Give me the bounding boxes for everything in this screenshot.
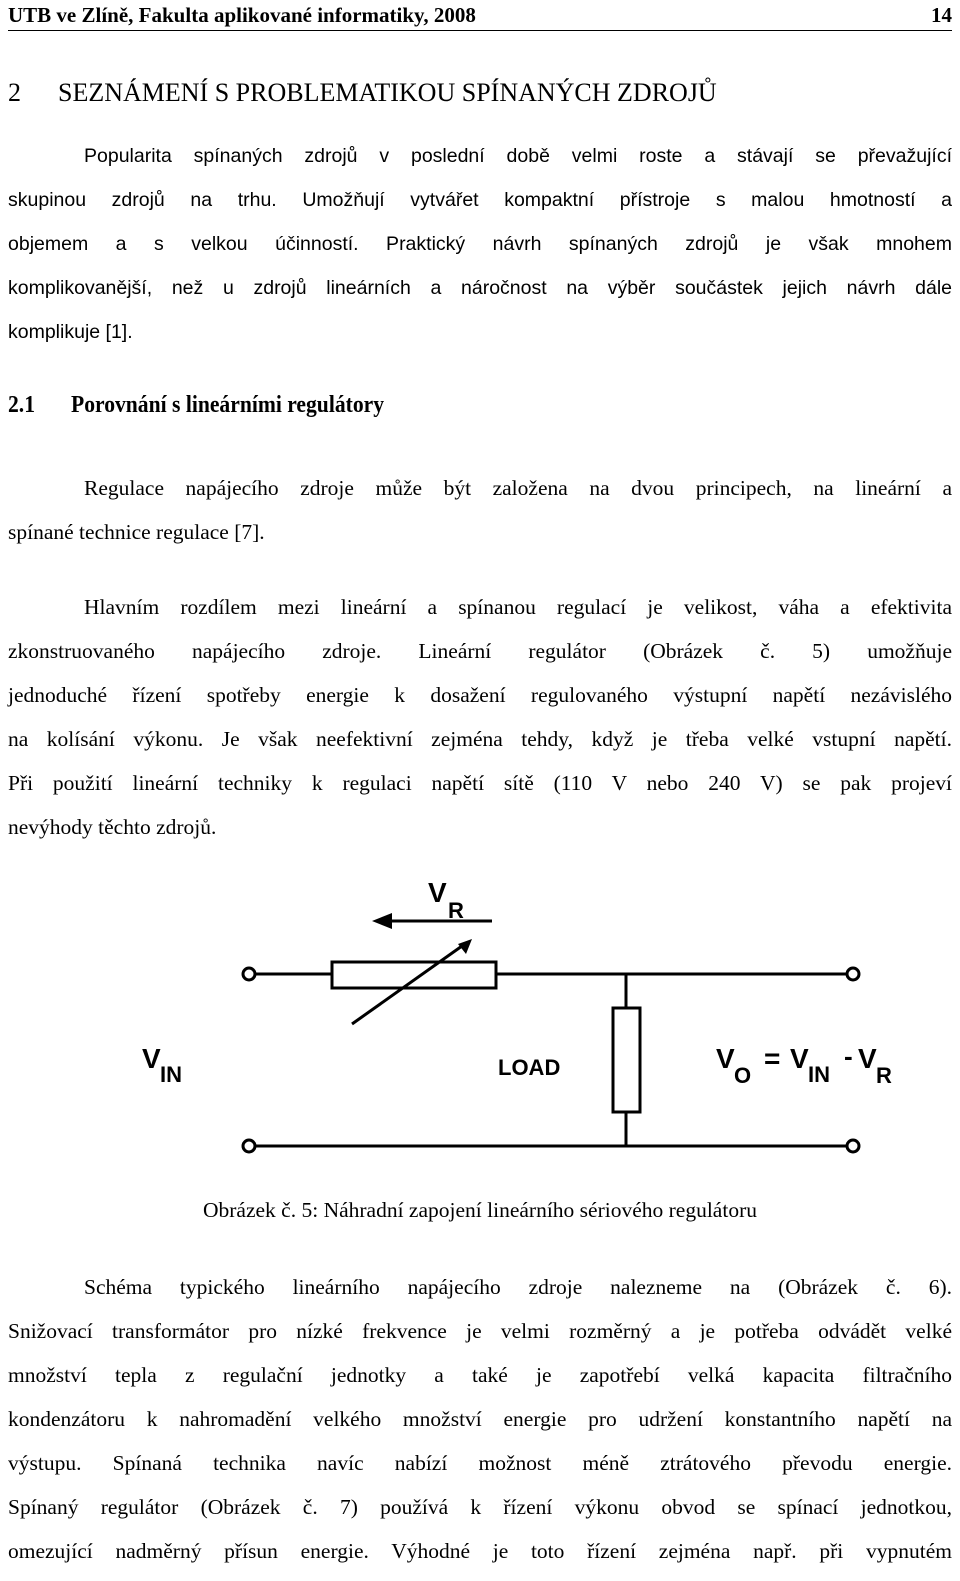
vr-label-sub: R (448, 898, 464, 923)
section-heading (8, 392, 384, 419)
text-line: komplikuje [1]. (8, 321, 133, 343)
chapter-number: 2 (8, 78, 21, 107)
text-line: Při použití lineární techniky k regulaci napětí sítě (110 V nebo 240 V) se pak projeví (8, 771, 952, 795)
text-line: množství tepla z regulační jednotky a také je zapotřebí velká kapacita filtračního (8, 1363, 952, 1387)
vin2-label-sub: IN (808, 1062, 830, 1087)
equals-sign: = (764, 1043, 781, 1074)
vr-label: V (428, 877, 447, 908)
vin-label-sub: IN (160, 1062, 182, 1087)
text-line: výstupu. Spínaná technika navíc nabízí možnost méně ztrátového převodu energie. (8, 1451, 952, 1475)
vr-arrow-head (372, 913, 392, 929)
text-line: Hlavním rozdílem mezi lineární a spínanou regulací je velikost, váha a efektivita (84, 595, 952, 619)
circuit-diagram (0, 870, 960, 1200)
text-line: Popularita spínaných zdrojů v poslední době velmi roste a stávají se převažující (84, 145, 952, 167)
output-terminal-top (847, 968, 859, 980)
vin2-label: V (790, 1043, 809, 1074)
variable-arrow-head (458, 939, 472, 954)
vr2-label-sub: R (876, 1063, 892, 1088)
load-label: LOAD (498, 1055, 561, 1080)
text-line: Schéma typického lineárního napájecího zdroje nalezneme na (Obrázek č. 6). (84, 1275, 952, 1299)
input-terminal-top (243, 968, 255, 980)
chapter-heading (8, 78, 717, 108)
chapter-title: SEZNÁMENÍ S PROBLEMATIKOU SPÍNANÝCH ZDROJŮ (58, 78, 717, 107)
text-line: komplikovanější, než u zdrojů lineárních a náročnost na výběr součástek jejich návrh dále (8, 277, 952, 299)
text-line: omezující nadměrný přísun energie. Výhodné je toto řízení zejména např. při vypnutém (8, 1539, 952, 1563)
load-resistor (613, 1008, 640, 1112)
text-line: jednoduché řízení spotřeby energie k dosažení regulovaného výstupní napětí nezávislého (8, 683, 952, 707)
page-header (8, 0, 952, 31)
vin-label: V (142, 1043, 161, 1074)
text-line: zkonstruovaného napájecího zdroje. Lineární regulátor (Obrázek č. 5) umožňuje (8, 639, 952, 663)
text-line: objemem a s velkou účinností. Praktický návrh spínaných zdrojů je však mnohem (8, 233, 952, 255)
paragraph-schema (8, 1265, 952, 1573)
vo-label-sub: O (734, 1063, 752, 1088)
minus-sign: - (844, 1041, 853, 1071)
text-line: nevýhody těchto zdrojů. (8, 815, 217, 839)
vr2-label: V (858, 1043, 877, 1074)
input-terminal-bottom (243, 1140, 255, 1152)
page-number: 14 (931, 3, 952, 27)
text-line: Snižovací transformátor pro nízké frekvence je velmi rozměrný a je potřeba odvádět velké (8, 1319, 952, 1343)
header-title: UTB ve Zlíně, Fakulta aplikované informatiky, 2008 (8, 3, 476, 27)
figure-caption: Obrázek č. 5: Náhradní zapojení lineárního sériového regulátoru (202, 1198, 757, 1222)
paragraph-rozdil (8, 585, 952, 849)
text-line: skupinou zdrojů na trhu. Umožňují vytvářet kompaktní přístroje s malou hmotností a (8, 189, 952, 211)
text-line: Spínaný regulátor (Obrázek č. 7) používá k řízení výkonu obvod se spínací jednotkou, (8, 1495, 952, 1519)
output-terminal-bottom (847, 1140, 859, 1152)
variable-resistor (332, 962, 496, 988)
text-line: na kolísání výkonu. Je však neefektivní zejména tehdy, když je třeba velké vstupní napětí. (8, 727, 952, 751)
text-line: spínané technice regulace [7]. (8, 520, 265, 544)
paragraph-regulace (8, 466, 952, 554)
text-line: kondenzátoru k nahromadění velkého množství energie pro udržení konstantního napětí na (8, 1407, 952, 1431)
intro-paragraph (8, 134, 952, 354)
section-number: 2.1 (8, 392, 35, 418)
vo-label: V (716, 1043, 735, 1074)
variable-arrow-shaft (352, 946, 462, 1024)
section-title: Porovnání s lineárními regulátory (71, 392, 385, 418)
text-line: Regulace napájecího zdroje může být založena na dvou principech, na lineární a (84, 476, 952, 500)
